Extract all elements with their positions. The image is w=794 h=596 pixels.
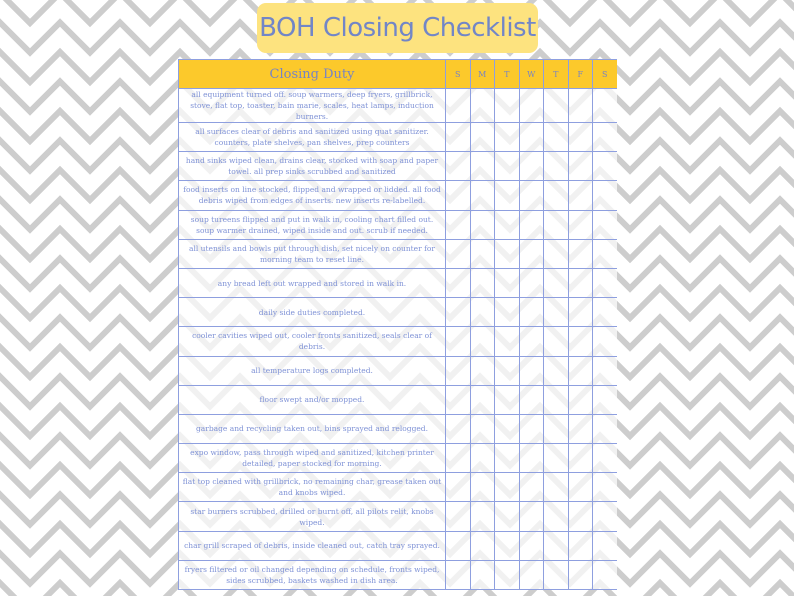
day-check-cell[interactable] [495,152,520,181]
table-row [179,560,618,589]
checklist-header [179,60,618,89]
day-check-cell[interactable] [519,268,544,297]
day-check-cell[interactable] [495,89,520,123]
day-check-cell[interactable] [519,89,544,123]
checklist-sheet [178,59,617,596]
day-check-cell[interactable] [593,444,618,473]
duty-text: soup tureens flipped and put in walk in, cooling chart filled out. soup warmer drained, wiped inside and out. scrub if needed. [179,210,446,239]
day-check-cell[interactable] [519,210,544,239]
day-check-cell[interactable] [446,152,471,181]
day-header-sun: S [446,60,471,89]
day-check-cell[interactable] [593,89,618,123]
day-header-mon: M [470,60,495,89]
day-check-cell[interactable] [593,502,618,531]
day-check-cell[interactable] [446,123,471,152]
table-row [179,239,618,268]
day-check-cell[interactable] [519,560,544,589]
day-check-cell[interactable] [446,268,471,297]
day-check-cell[interactable] [593,560,618,589]
day-check-cell[interactable] [544,239,569,268]
day-check-cell[interactable] [593,210,618,239]
duty-text: daily side duties completed. [179,298,446,327]
day-check-cell[interactable] [544,210,569,239]
table-row [179,210,618,239]
day-check-cell[interactable] [593,414,618,443]
day-check-cell[interactable] [519,531,544,560]
day-check-cell[interactable] [519,152,544,181]
day-check-cell[interactable] [470,181,495,210]
day-check-cell[interactable] [568,385,593,414]
duty-text: garbage and recycling taken out, bins sprayed and relogged. [179,414,446,443]
day-check-cell[interactable] [470,239,495,268]
day-header-wed: W [519,60,544,89]
table-row [179,356,618,385]
day-check-cell[interactable] [593,327,618,356]
day-check-cell[interactable] [593,356,618,385]
day-check-cell[interactable] [544,181,569,210]
day-check-cell[interactable] [519,298,544,327]
duty-text: all temperature logs completed. [179,356,446,385]
day-header-tue: T [495,60,520,89]
duty-text: floor swept and/or mopped. [179,385,446,414]
duty-text: flat top cleaned with grillbrick, no remaining char, grease taken out and knobs wiped. [179,473,446,502]
day-check-cell[interactable] [446,327,471,356]
table-row [179,414,618,443]
day-check-cell[interactable] [470,268,495,297]
day-check-cell[interactable] [568,298,593,327]
day-check-cell[interactable] [568,152,593,181]
table-row [179,531,618,560]
day-check-cell[interactable] [519,123,544,152]
day-check-cell[interactable] [519,444,544,473]
day-check-cell[interactable] [495,531,520,560]
table-row [179,444,618,473]
day-check-cell[interactable] [470,502,495,531]
day-check-cell[interactable] [446,502,471,531]
day-check-cell[interactable] [544,298,569,327]
day-check-cell[interactable] [470,560,495,589]
day-check-cell[interactable] [470,444,495,473]
day-check-cell[interactable] [544,152,569,181]
day-check-cell[interactable] [495,239,520,268]
duty-text: food inserts on line stocked, flipped and wrapped or lidded. all food debris wiped from edges of inserts. new inserts re-labelled. [179,181,446,210]
day-check-cell[interactable] [568,414,593,443]
day-check-cell[interactable] [519,356,544,385]
day-check-cell[interactable] [568,531,593,560]
duty-text: fryers filtered or oil changed depending on schedule, fronts wiped, sides scrubbed, baskets washed in dish area. [179,560,446,589]
checklist-table [178,59,617,590]
day-check-cell[interactable] [568,502,593,531]
day-check-cell[interactable] [568,473,593,502]
duty-text: expo window, pass through wiped and sanitized, kitchen printer detailed, paper stocked for morning. [179,444,446,473]
day-check-cell[interactable] [446,444,471,473]
day-check-cell[interactable] [568,356,593,385]
day-check-cell[interactable] [495,444,520,473]
day-check-cell[interactable] [519,414,544,443]
duty-text: all equipment turned off. soup warmers, deep fryers, grillbrick, stove, flat top, toaster, bain marie, scales, heat lamps, induction burners. [179,89,446,123]
day-check-cell[interactable] [470,473,495,502]
day-check-cell[interactable] [446,298,471,327]
day-header-fri: F [568,60,593,89]
day-check-cell[interactable] [544,385,569,414]
day-check-cell[interactable] [593,239,618,268]
table-row [179,123,618,152]
duty-text: all utensils and bowls put through dish, set nicely on counter for morning team to reset line. [179,239,446,268]
duty-text: char grill scraped of debris, inside cleaned out, catch tray sprayed. [179,531,446,560]
day-check-cell[interactable] [446,210,471,239]
day-check-cell[interactable] [495,560,520,589]
day-check-cell[interactable] [495,473,520,502]
day-check-cell[interactable] [470,89,495,123]
day-check-cell[interactable] [495,414,520,443]
day-check-cell[interactable] [495,385,520,414]
day-check-cell[interactable] [593,298,618,327]
day-check-cell[interactable] [470,531,495,560]
day-check-cell[interactable] [544,560,569,589]
page-title: BOH Closing Checklist [259,13,536,43]
day-check-cell[interactable] [593,123,618,152]
day-check-cell[interactable] [593,268,618,297]
day-header-thu: T [544,60,569,89]
day-check-cell[interactable] [519,181,544,210]
day-check-cell[interactable] [568,89,593,123]
day-check-cell[interactable] [568,444,593,473]
day-check-cell[interactable] [446,181,471,210]
day-check-cell[interactable] [446,89,471,123]
table-row [179,89,618,123]
day-check-cell[interactable] [544,327,569,356]
table-row [179,473,618,502]
day-check-cell[interactable] [593,385,618,414]
day-check-cell[interactable] [544,502,569,531]
day-check-cell[interactable] [519,502,544,531]
duty-text: any bread left out wrapped and stored in walk in. [179,268,446,297]
day-check-cell[interactable] [470,356,495,385]
day-check-cell[interactable] [470,123,495,152]
day-check-cell[interactable] [544,473,569,502]
day-check-cell[interactable] [470,152,495,181]
day-check-cell[interactable] [568,268,593,297]
day-check-cell[interactable] [593,473,618,502]
day-check-cell[interactable] [568,327,593,356]
day-check-cell[interactable] [495,356,520,385]
checklist-body [179,89,618,590]
day-check-cell[interactable] [470,414,495,443]
day-check-cell[interactable] [446,356,471,385]
duty-text: all surfaces clear of debris and sanitized using quat sanitizer. counters, plate shelves, pan shelves, prep counters [179,123,446,152]
day-check-cell[interactable] [519,385,544,414]
day-check-cell[interactable] [495,327,520,356]
day-check-cell[interactable] [593,531,618,560]
table-row [179,298,618,327]
duty-text: star burners scrubbed, drilled or burnt off, all pilots relit, knobs wiped. [179,502,446,531]
day-header-sat: S [593,60,618,89]
day-check-cell[interactable] [495,268,520,297]
day-check-cell[interactable] [544,356,569,385]
table-row [179,385,618,414]
day-check-cell[interactable] [568,560,593,589]
table-row [179,152,618,181]
day-check-cell[interactable] [470,385,495,414]
day-check-cell[interactable] [544,89,569,123]
day-check-cell[interactable] [446,473,471,502]
day-check-cell[interactable] [568,123,593,152]
title-banner [257,3,538,53]
duty-text: hand sinks wiped clean, drains clear, stocked with soap and paper towel. all prep sinks scrubbed and sanitized [179,152,446,181]
day-check-cell[interactable] [568,239,593,268]
day-check-cell[interactable] [544,268,569,297]
day-check-cell[interactable] [593,152,618,181]
day-check-cell[interactable] [495,123,520,152]
day-check-cell[interactable] [544,531,569,560]
closing-duty-header: Closing Duty [179,60,446,89]
header-row [179,60,618,89]
day-check-cell[interactable] [568,181,593,210]
table-row [179,502,618,531]
day-check-cell[interactable] [519,327,544,356]
day-check-cell[interactable] [544,444,569,473]
day-check-cell[interactable] [446,414,471,443]
table-row [179,181,618,210]
day-check-cell[interactable] [470,327,495,356]
day-check-cell[interactable] [519,473,544,502]
day-check-cell[interactable] [544,123,569,152]
table-row [179,327,618,356]
day-check-cell[interactable] [544,414,569,443]
day-check-cell[interactable] [495,502,520,531]
day-check-cell[interactable] [593,181,618,210]
table-row [179,268,618,297]
day-check-cell[interactable] [470,298,495,327]
day-check-cell[interactable] [446,560,471,589]
duty-text: cooler cavities wiped out, cooler fronts sanitized, seals clear of debris. [179,327,446,356]
day-check-cell[interactable] [470,210,495,239]
day-check-cell[interactable] [495,181,520,210]
day-check-cell[interactable] [446,385,471,414]
day-check-cell[interactable] [446,531,471,560]
day-check-cell[interactable] [568,210,593,239]
day-check-cell[interactable] [495,298,520,327]
day-check-cell[interactable] [495,210,520,239]
day-check-cell[interactable] [446,239,471,268]
day-check-cell[interactable] [519,239,544,268]
